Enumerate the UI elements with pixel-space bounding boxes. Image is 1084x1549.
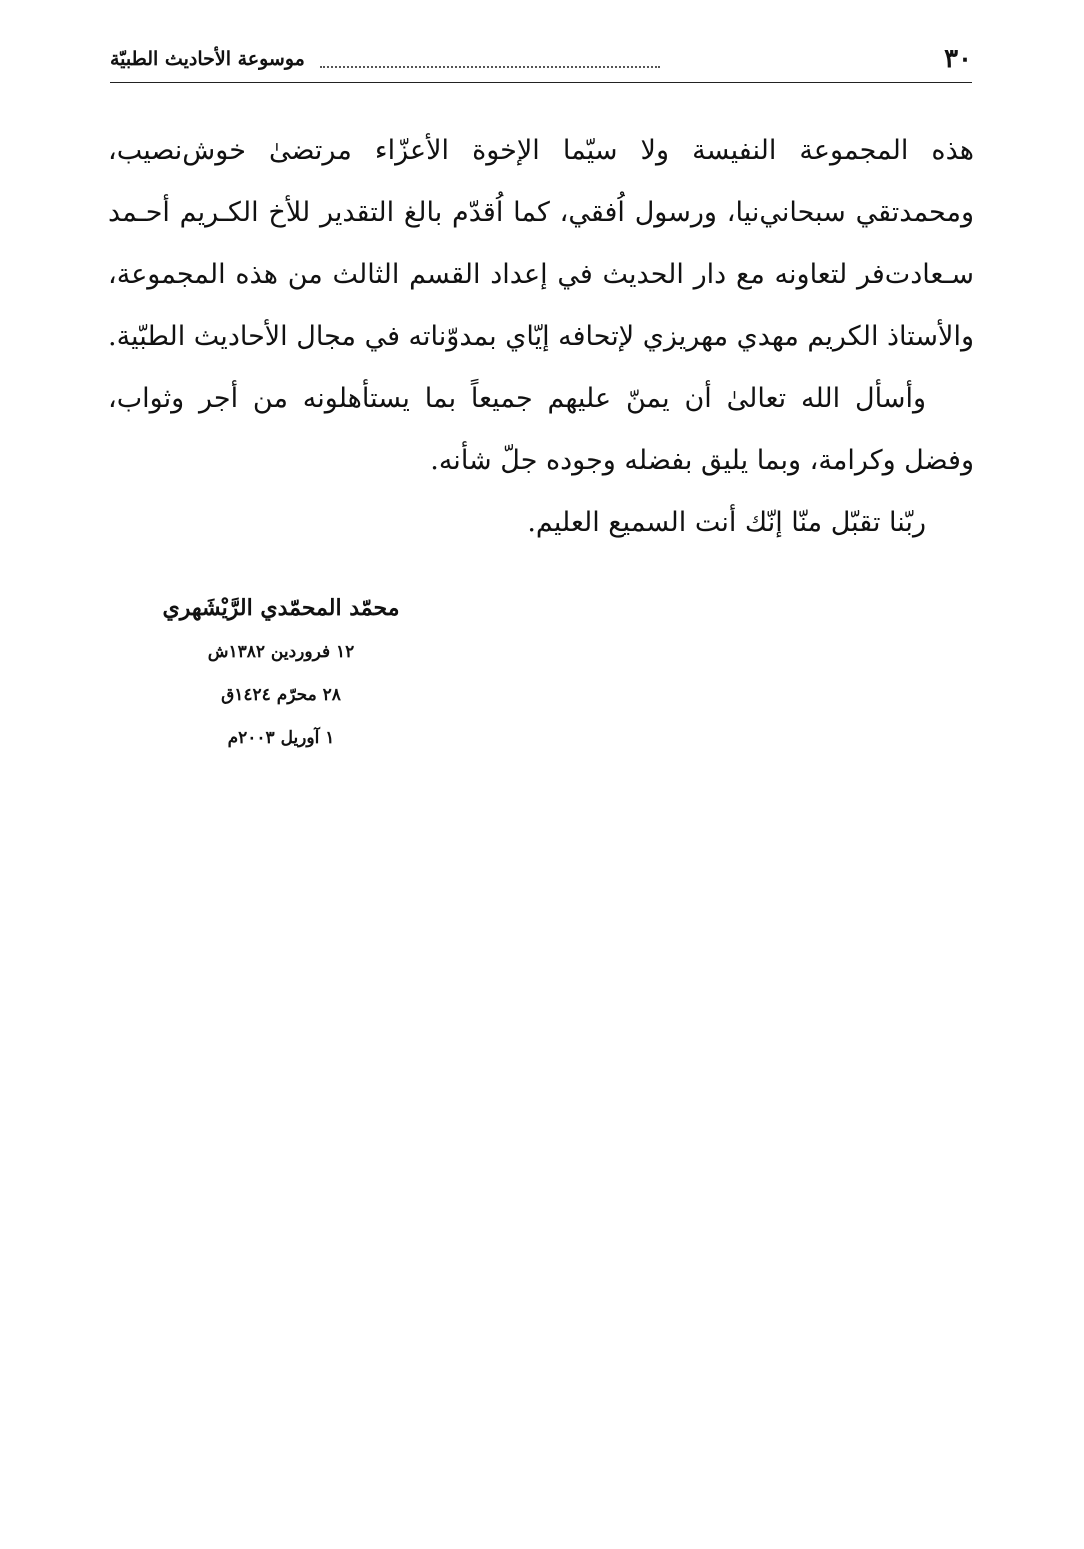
body-text xyxy=(108,120,974,554)
paragraph-prayer: وأسأل الله تعالىٰ أن يمنّ عليهم جميعاً بما يستأهلونه من أجر وثواب، وفضل وكرامة، وبما يليق بفضله وجوده جلّ شأنه. xyxy=(108,383,974,476)
date-solar: ١٢ فروردين ١٣٨٢ش xyxy=(207,642,355,662)
header-rule xyxy=(110,82,972,83)
date-lunar: ٢٨ محرّم ١٤٢٤ق xyxy=(221,685,341,705)
paragraph-acknowledgements: هذه المجموعة النفيسة ولا سيّما الإخوة الأعزّاء مرتضىٰ خوش‌نصيب، ومحمدتقي سبحاني‌نيا، ورسول اُفقي، كما اُقدّم بالغ التقدير للأخ الكـريم أحـمد سـعادت‌فر لتعاونه مع دار الحديث في إعداد القسم الثالث من هذه المجموعة، والأستاذ الكريم مهدي مهريزي لإتحافه إيّاي بمدوّناته في مجال الأحاديث الطبّية. xyxy=(107,135,974,352)
header-dot-leader xyxy=(320,52,660,68)
date-gregorian: ١ آوريل ٢٠٠٣م xyxy=(227,728,335,748)
running-title: موسوعة الأحاديث الطبيّة xyxy=(110,48,305,70)
paragraph-closing-supplication: ربّنا تقبّل منّا إنّك أنت السميع العليم. xyxy=(527,507,926,538)
author-name: محمّد المحمّدي الرَّيْشَهري xyxy=(162,595,400,621)
page-number: ٣٠ xyxy=(944,44,972,74)
running-header xyxy=(110,44,972,84)
signature-block xyxy=(150,585,412,760)
